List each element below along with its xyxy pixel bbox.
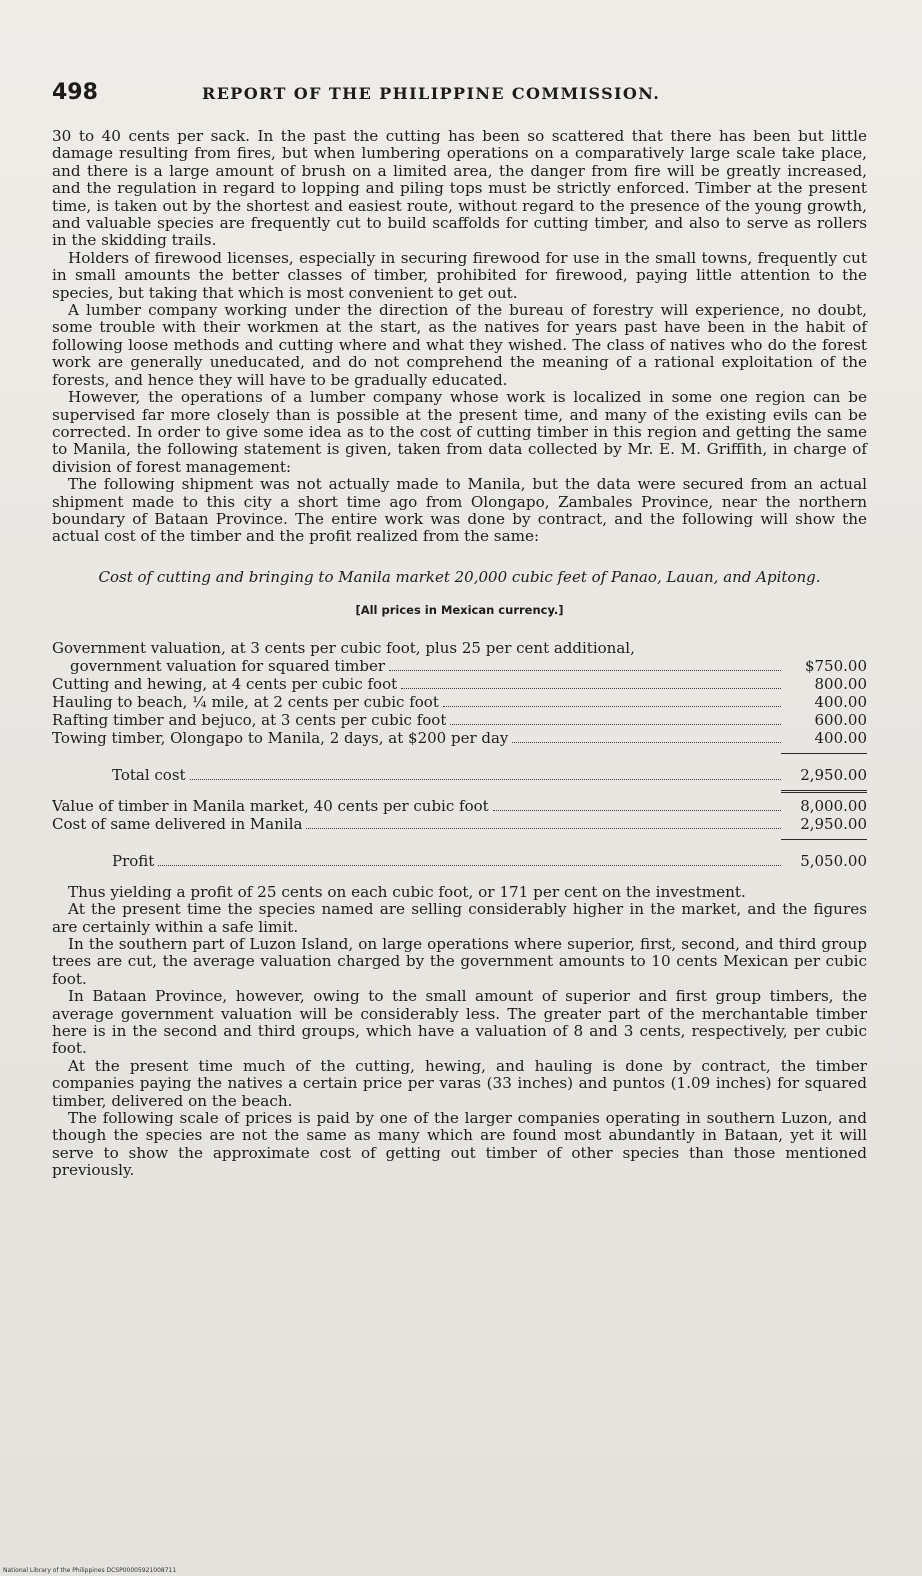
ledger-row [52,657,867,675]
ledger-total-row [52,766,867,784]
ledger-label: Cost of same delivered in Manila [52,814,303,833]
profit-label: Profit [112,851,155,870]
ledger-row [52,711,867,729]
profit-amount: 5,050.00 [800,851,867,870]
page-number: 498 [52,80,98,105]
paragraph: Thus yielding a profit of 25 cents on each cubic foot, or 171 per cent on the investment. [68,882,746,901]
body-text-top [52,128,867,546]
ledger-label: Towing timber, Olongapo to Manila, 2 days, at $200 per day [52,728,509,747]
currency-note: [All prices in Mexican currency.] [355,602,564,617]
paragraph: At the present time the species named are selling considerably higher in the market, and the figures are certainly within a safe limit. [52,900,867,936]
footer-credit: National Library of the Philippines DCSP00005921008711 [3,1567,177,1574]
paragraph: The following scale of prices is paid by one of the larger companies operating in southern Luzon, and though the species are not the same as many which are found most abundantly in Bataan, yet it will serve to show the approximate cost of getting out timber of other species than those mentioned previously. [52,1109,867,1180]
paragraph: In the southern part of Luzon Island, on large operations where superior, first, second, and third group trees are cut, the average valuation charged by the government amounts to 10 cents Mexican per cubic foot. [52,934,867,988]
ledger-profit-row [52,852,867,870]
ledger-label: government valuation for squared timber [70,656,386,675]
ledger-row [52,675,867,693]
paragraph: 30 to 40 cents per sack. In the past the cutting has been so scattered that there has been but little damage resulting from fires, but when lumbering operations on a comparatively large scale take place, and there is a large amount of brush on a limited area, the danger from fire will be greatly increased, and the regulation in regard to lopping and piling tops must be strictly enforced. Timber at the present time, is taken out by the shortest and easiest route, without regard to the presence of the young growth, and valuable species are frequently cut to build scaffolds for cutting timber, and also to serve as rollers in the skidding trails. [52,127,867,250]
paragraph: In Bataan Province, however, owing to the small amount of superior and first group timbers, the average government valuation will be considerably less. The greater part of the merchantable timber here is in the second and third groups, which have a valuation of 8 and 3 cents, respectively, per cubic foot. [52,987,867,1058]
ledger-amount: 600.00 [814,710,867,729]
ledger-row [52,729,867,747]
ledger-row [52,693,867,711]
ledger-label: Hauling to beach, ¼ mile, at 2 cents per cubic foot [52,692,439,711]
ledger-row [52,797,867,815]
ledger-amount: 800.00 [814,674,867,693]
page-header [52,80,867,114]
body-text-bottom [52,884,867,1180]
paragraph: Holders of firewood licenses, especially in securing firewood for use in the small towns, frequently cut in small amounts the better classes of timber, prohibited for firewood, paying little attention to the species, but taking that which is most convenient to get out. [52,248,867,302]
double-rule [781,790,867,793]
paragraph: However, the operations of a lumber company whose work is localized in some one region can be supervised far more closely than is possible at the present time, and many of the existing evils can be corrected. In order to give some idea as to the cost of cutting timber in this region and getting the same to Manila, the following statement is given, taken from data collected by Mr. E. M. Griffith, in charge of division of forest management: [52,388,867,476]
ledger-amount: 400.00 [814,728,867,747]
ledger-amount: $750.00 [804,656,867,675]
total-label: Total cost [112,765,186,784]
ledger-row [52,639,867,657]
total-amount: 2,950.00 [800,765,867,784]
sum-rule [781,839,867,840]
ledger-amount: 400.00 [814,692,867,711]
ledger-row [52,815,867,833]
ledger-amount: 8,000.00 [800,796,867,815]
ledger-label: Value of timber in Manila market, 40 cents per cubic foot [52,796,489,815]
ledger-amount: 2,950.00 [800,814,867,833]
ledger-label: Cutting and hewing, at 4 cents per cubic foot [52,674,398,693]
cost-ledger [52,639,867,870]
sum-rule [781,753,867,754]
paragraph: At the present time much of the cutting, hewing, and hauling is done by contract, the timber companies paying the natives a certain price per varas (33 inches) and puntos (1.09 inches) for squared timber, delivered on the beach. [52,1056,867,1110]
table-caption: Cost of cutting and bringing to Manila market 20,000 cubic feet of Panao, Lauan, and Apitong. [98,567,821,586]
paragraph: The following shipment was not actually made to Manila, but the data were secured from an actual shipment made to this city a short time ago from Olongapo, Zambales Province, near the northern boundary of Bataan Province. The entire work was done by contract, and the following will show the actual cost of the timber and the profit realized from the same: [52,475,867,546]
paragraph: A lumber company working under the direction of the bureau of forestry will experience, no doubt, some trouble with their workmen at the start, as the natives for years past have been in the habit of following loose methods and cutting where and what they wished. The class of natives who do the forest work are generally uneducated, and do not comprehend the meaning of a rational exploitation of the forests, and hence they will have to be gradually educated. [52,301,867,389]
running-head: REPORT OF THE PHILIPPINE COMMISSION. [202,84,661,103]
ledger-label: Rafting timber and bejuco, at 3 cents per cubic foot [52,710,447,729]
ledger-label: Government valuation, at 3 cents per cubic foot, plus 25 per cent additional, [52,638,635,657]
